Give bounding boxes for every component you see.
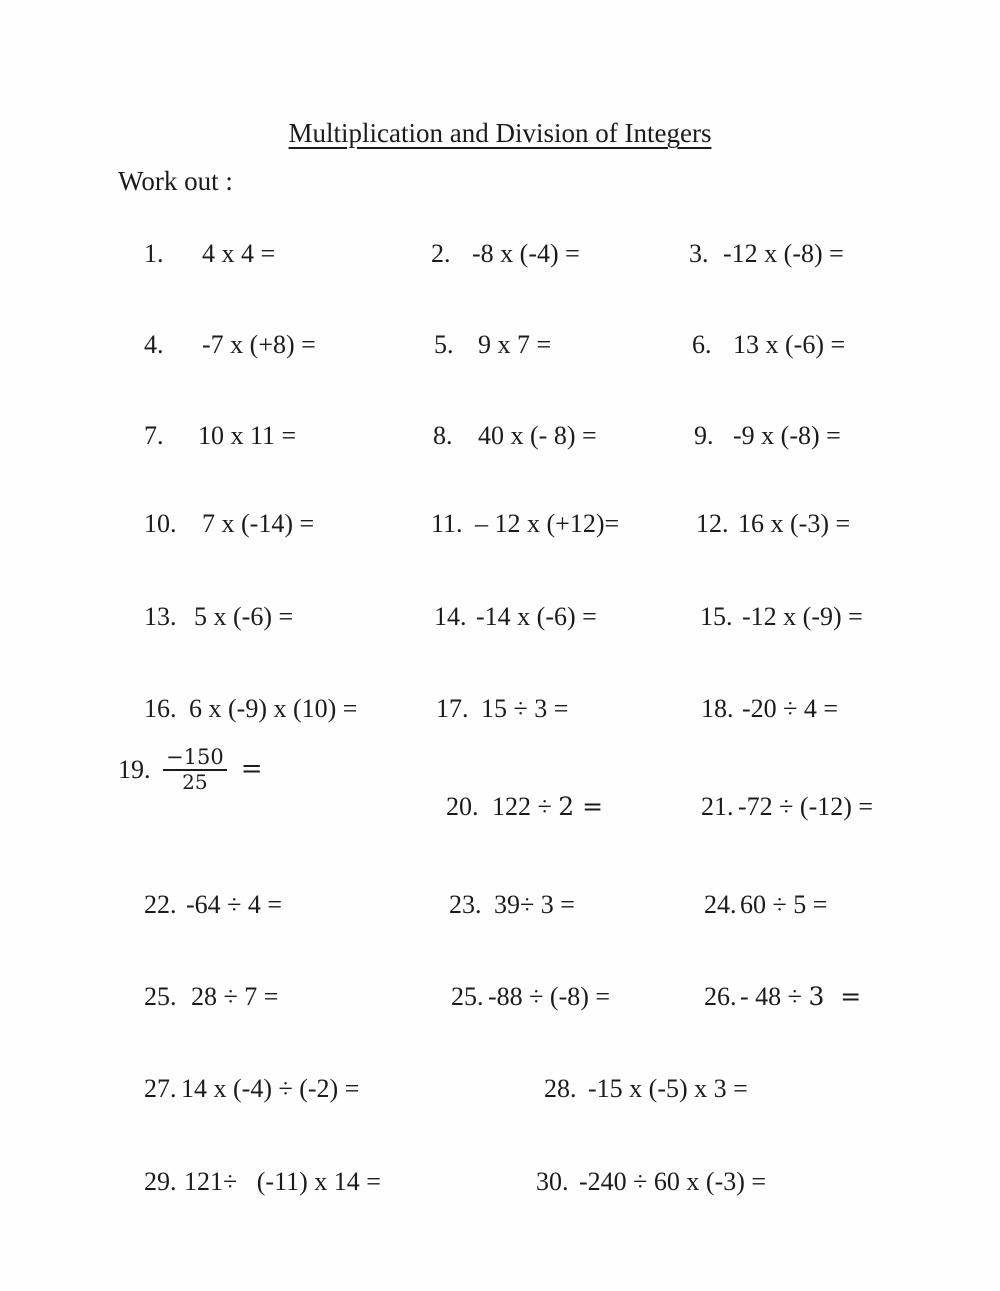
problem-number: 16. xyxy=(144,693,177,723)
problem-expression: - 48 ÷ xyxy=(740,981,809,1011)
problem-item xyxy=(118,209,275,299)
problem-expression: -8 x (-4) = xyxy=(472,238,580,268)
problem-number: 27. xyxy=(144,1073,177,1103)
problem-number: 9. xyxy=(694,420,714,450)
problem-item xyxy=(118,300,316,390)
problem-item xyxy=(405,209,580,299)
equals-sign: = xyxy=(240,753,263,784)
instruction-label: Work out : xyxy=(118,166,233,196)
problem-number: 19. xyxy=(118,754,151,784)
problem-number: 8. xyxy=(433,420,453,450)
problem-item xyxy=(408,300,551,390)
problem-number: 24. xyxy=(704,889,737,919)
problem-number: 15. xyxy=(700,601,733,631)
problem-item xyxy=(405,479,619,569)
problem-expression: -12 x (-8) = xyxy=(723,238,844,268)
problem-number: 5. xyxy=(434,329,454,359)
problem-expression: 16 x (-3) = xyxy=(738,508,851,538)
problem-number: 30. xyxy=(536,1166,569,1196)
problem-expression: 28 ÷ 7 = xyxy=(191,981,279,1011)
problem-number: 13. xyxy=(144,601,177,631)
problem-expression: 60 ÷ 5 = xyxy=(740,889,828,919)
problem-number: 21. xyxy=(701,791,734,821)
problem-number: 28. xyxy=(544,1073,577,1103)
problem-item xyxy=(118,1137,381,1227)
problem-expression: 122 ÷ xyxy=(492,791,559,821)
problem-expression: 40 x (- 8) = xyxy=(478,420,597,450)
fraction-denominator: 25 xyxy=(182,770,208,795)
problem-item xyxy=(118,664,357,754)
problem-item xyxy=(678,860,827,950)
problem-item xyxy=(518,1044,748,1134)
problem-expression: 4 x 4 = xyxy=(202,238,276,268)
problem-expression: 7 x (-14) = xyxy=(202,508,315,538)
problem-number: 25. xyxy=(451,981,484,1011)
problem-item xyxy=(118,952,278,1042)
problem-expression: 15 ÷ 3 = xyxy=(481,693,569,723)
problem-item xyxy=(118,746,262,793)
problem-expression: -64 ÷ 4 = xyxy=(186,889,283,919)
problem-number: 10. xyxy=(144,508,177,538)
problem-number: 20. xyxy=(446,791,479,821)
problem-number: 23. xyxy=(449,889,482,919)
problem-number: 22. xyxy=(144,889,177,919)
problem-expression-math: 3 = xyxy=(808,981,862,1011)
problem-expression: -7 x (+8) = xyxy=(202,329,316,359)
problem-item xyxy=(423,860,575,950)
problem-number: 29. xyxy=(144,1166,177,1196)
problem-item xyxy=(118,860,282,950)
problem-expression: – 12 x (+12)= xyxy=(475,508,620,538)
problem-expression: 5 x (-6) = xyxy=(194,601,294,631)
problem-item xyxy=(118,391,296,481)
problem-expression: 39÷ 3 = xyxy=(494,889,575,919)
problem-number: 17. xyxy=(436,693,469,723)
problem-expression: -88 ÷ (-8) = xyxy=(488,981,611,1011)
problem-number: 7. xyxy=(144,420,164,450)
problem-expression: -20 ÷ 4 = xyxy=(742,693,839,723)
problem-expression: 6 x (-9) x (10) = xyxy=(189,693,358,723)
problem-number: 14. xyxy=(434,601,467,631)
problem-item xyxy=(675,664,838,754)
problem-item xyxy=(663,209,844,299)
worksheet-title: Multiplication and Division of Integers xyxy=(288,118,712,148)
problem-expression-math: 2 = xyxy=(558,791,604,821)
problem-expression: -240 ÷ 60 x (-3) = xyxy=(579,1166,767,1196)
problem-number: 11. xyxy=(431,508,463,538)
problem-expression: 121÷ (-11) x 14 = xyxy=(184,1166,381,1196)
problem-number: 18. xyxy=(701,693,734,723)
problem-number: 26. xyxy=(704,981,737,1011)
problem-item xyxy=(118,1044,359,1134)
problem-item xyxy=(408,572,597,662)
problem-item xyxy=(675,762,873,852)
problem-item xyxy=(118,479,314,569)
fraction-numerator: −150 xyxy=(163,746,227,771)
problem-item xyxy=(674,572,863,662)
problem-item xyxy=(670,479,850,569)
problem-item xyxy=(420,762,603,852)
problem-number: 12. xyxy=(696,508,729,538)
problem-expression: 10 x 11 = xyxy=(198,420,297,450)
problem-number: 2. xyxy=(431,238,451,268)
problem-expression: -72 ÷ (-12) = xyxy=(738,791,874,821)
problem-expression: 14 x (-4) ÷ (-2) = xyxy=(181,1073,360,1103)
problem-expression: -12 x (-9) = xyxy=(742,601,863,631)
problem-item xyxy=(666,300,845,390)
problem-expression: -14 x (-6) = xyxy=(476,601,597,631)
problem-expression: -15 x (-5) x 3 = xyxy=(588,1073,748,1103)
problem-expression: -9 x (-8) = xyxy=(733,420,841,450)
problem-number: 4. xyxy=(144,329,164,359)
problem-expression: 13 x (-6) = xyxy=(733,329,846,359)
problem-number: 1. xyxy=(144,238,164,268)
problem-item xyxy=(407,391,597,481)
problem-item xyxy=(668,391,841,481)
problem-item xyxy=(118,572,293,662)
problem-item xyxy=(410,664,568,754)
problem-item xyxy=(425,952,610,1042)
problem-number: 25. xyxy=(144,981,177,1011)
problem-item xyxy=(510,1137,766,1227)
problem-item xyxy=(678,952,861,1042)
problem-expression: 9 x 7 = xyxy=(478,329,552,359)
problem-number: 3. xyxy=(689,238,709,268)
problem-number: 6. xyxy=(692,329,712,359)
fraction xyxy=(163,746,227,793)
